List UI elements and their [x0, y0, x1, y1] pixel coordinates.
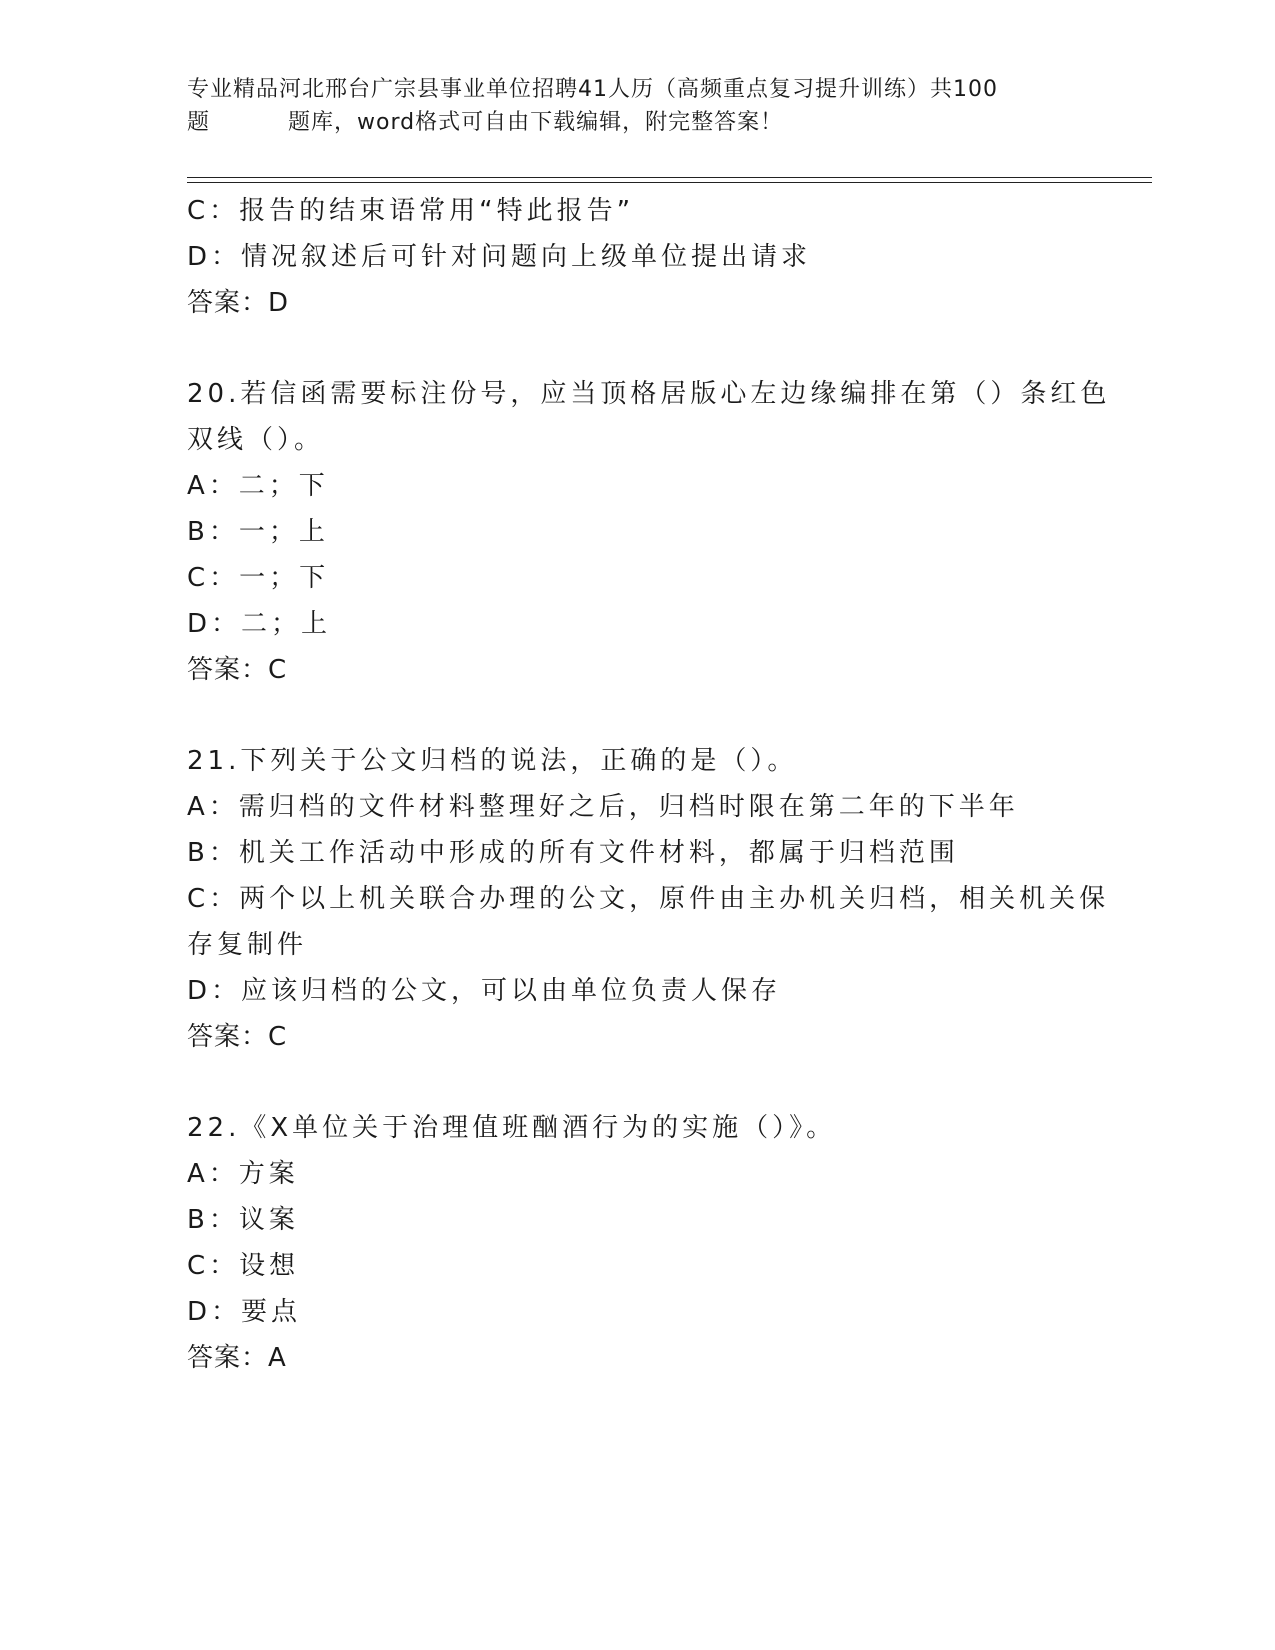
- question-stem-line2: 双线（）。: [187, 425, 325, 455]
- header-title-line2: [187, 106, 1087, 139]
- header-divider-bottom: [187, 182, 1152, 183]
- option-d: D：应该归档的公文，可以由单位负责人保存: [187, 976, 782, 1006]
- option-c: C：报告的结束语常用“特此报告”: [187, 196, 635, 226]
- document-header: [187, 73, 1087, 139]
- question-list: [187, 188, 1111, 1381]
- option-b: B：议案: [187, 1205, 299, 1235]
- option-b: B：一；上: [187, 517, 329, 547]
- answer-text: 答案：A: [187, 1343, 287, 1373]
- header-divider-top: [187, 177, 1152, 178]
- option-d: D：要点: [187, 1297, 302, 1327]
- option-a: A：方案: [187, 1159, 299, 1189]
- option-b: B：机关工作活动中形成的所有文件材料，都属于归档范围: [187, 838, 959, 868]
- option-d: D：情况叙述后可针对问题向上级单位提出请求: [187, 242, 812, 272]
- header-line2-part-b: 题库，word格式可自由下载编辑，附完整答案！: [288, 110, 784, 135]
- header-line2-part-a: 题: [187, 110, 211, 135]
- question-19-block: [187, 188, 1087, 326]
- option-d: D：二；上: [187, 609, 332, 639]
- option-c-line2: 存复制件: [187, 930, 308, 960]
- answer-text: 答案：C: [187, 1022, 288, 1052]
- option-c-line1: C：两个以上机关联合办理的公文，原件由主办机关归档，相关机关保: [187, 884, 1110, 914]
- header-title-line1: 专业精品河北邢台广宗县事业单位招聘41人历（高频重点复习提升训练）共100: [187, 77, 998, 102]
- answer-text: 答案：C: [187, 655, 288, 685]
- question-22-block: [187, 1105, 1087, 1381]
- option-a: A：需归档的文件材料整理好之后，归档时限在第二年的下半年: [187, 792, 1019, 822]
- question-stem-line1: 20.若信函需要标注份号，应当顶格居版心左边缘编排在第（）条红色: [187, 379, 1111, 409]
- question-stem: 22.《X单位关于治理值班酗酒行为的实施（）》。: [187, 1113, 837, 1143]
- question-20-block: [187, 371, 1111, 693]
- option-c: C：一；下: [187, 563, 330, 593]
- question-stem: 21.下列关于公文归档的说法，正确的是（）。: [187, 746, 798, 776]
- question-21-block: [187, 738, 1110, 1060]
- option-c: C：设想: [187, 1251, 300, 1281]
- answer-text: 答案：D: [187, 288, 290, 318]
- option-a: A：二；下: [187, 471, 329, 501]
